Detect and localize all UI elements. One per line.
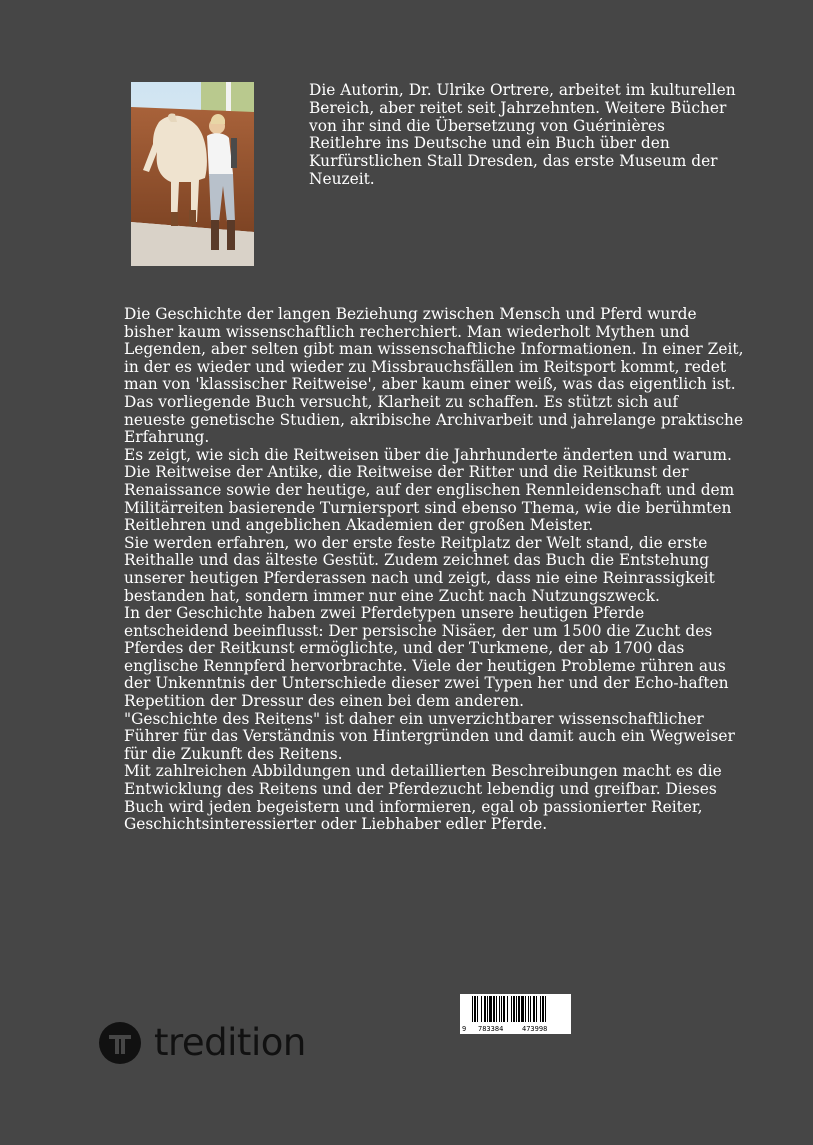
barcode-digits: [460, 993, 571, 1033]
barcode-digits-left: 783384: [478, 1025, 504, 1033]
publisher-logo: [98, 1020, 306, 1066]
tredition-logo-icon: [98, 1021, 142, 1065]
description-paragraph: "Geschichte des Reitens" ist daher ein unverzichtbarer wissenschaftlicher Führer für das Verständnis von Hintergründen und damit auch ein Wegweiser für die Zukunft des Reitens.: [124, 709, 735, 763]
author-photo: [131, 82, 254, 266]
barcode-digits-right: 473998: [522, 1025, 548, 1033]
author-photo-image: [131, 82, 254, 266]
description-paragraph: Sie werden erfahren, wo der erste feste Reitplatz der Welt stand, die erste Reithalle und das älteste Gestüt. Zudem zeichnet das Buch die Entstehung unserer heutigen Pferderassen nach und zeigt, dass nie eine Reinrassigkeit bestanden hat, sondern immer nur eine Zucht nach Nutzungszweck.: [124, 533, 715, 605]
isbn-barcode: [460, 994, 571, 1034]
description-paragraph: Mit zahlreichen Abbildungen und detaillierten Beschreibungen macht es die Entwicklung des Reitens und der Pferdezucht lebendig und greifbar. Dieses Buch wird jeden begeistern und informieren, egal ob passionierter Reiter, Geschichtsinteressierter oder Liebhaber edler Pferde.: [124, 762, 722, 834]
barcode-digit-first: 9: [462, 1025, 467, 1033]
description-paragraph: Das vorliegende Buch versucht, Klarheit zu schaffen. Es stützt sich auf neueste genetische Studien, akribische Archivarbeit und jahrelange praktische Erfahrung.: [124, 392, 744, 447]
author-bio: Die Autorin, Dr. Ulrike Ortrere, arbeitet im kulturellen Bereich, aber reitet seit Jahrzehnten. Weitere Bücher von ihr sind die Übersetzung von Guérinières Reitlehre ins Deutsche und ein Buch über den Kurfürstlichen Stall Dresden, das erste Museum der Neuzeit.: [309, 81, 736, 188]
publisher-name: tredition: [154, 1021, 306, 1064]
book-description: [124, 306, 744, 834]
description-paragraph: Es zeigt, wie sich die Reitweisen über die Jahrhunderte änderten und warum. Die Reitweise der Antike, die Reitweise der Ritter und die Reitkunst der Renaissance sowie der heutige, auf der englischen Rennleidenschaft und dem Militärreiten basierende Turniersport sind ebenso Thema, wie die berühmten Reitlehren und angeblichen Akademien der großen Meister.: [124, 445, 735, 535]
description-paragraph: In der Geschichte haben zwei Pferdetypen unsere heutigen Pferde entscheidend beeinflusst: Der persische Nisäer, der um 1500 die Zucht des Pferdes der Reitkunst ermöglichte, und der Turkmene, der ab 1700 das englische Rennpferd hervorbrachte. Viele der heutigen Probleme rühren aus der Unkenntnis der Unterschiede dieser zwei Typen her und der Echo-haften Repetition der Dressur des einen bei dem anderen.: [124, 604, 729, 711]
description-paragraph: Die Geschichte der langen Beziehung zwischen Mensch und Pferd wurde bisher kaum wissenschaftlich recherchiert. Man wiederholt Mythen und Legenden, aber selten gibt man wissenschaftliche Informationen. In einer Zeit, in der es wieder und wieder zu Missbrauchsfällen im Reitsport kommt, redet man von 'klassischer Reitweise', aber kaum einer weiß, was das eigentlich ist.: [124, 305, 744, 394]
